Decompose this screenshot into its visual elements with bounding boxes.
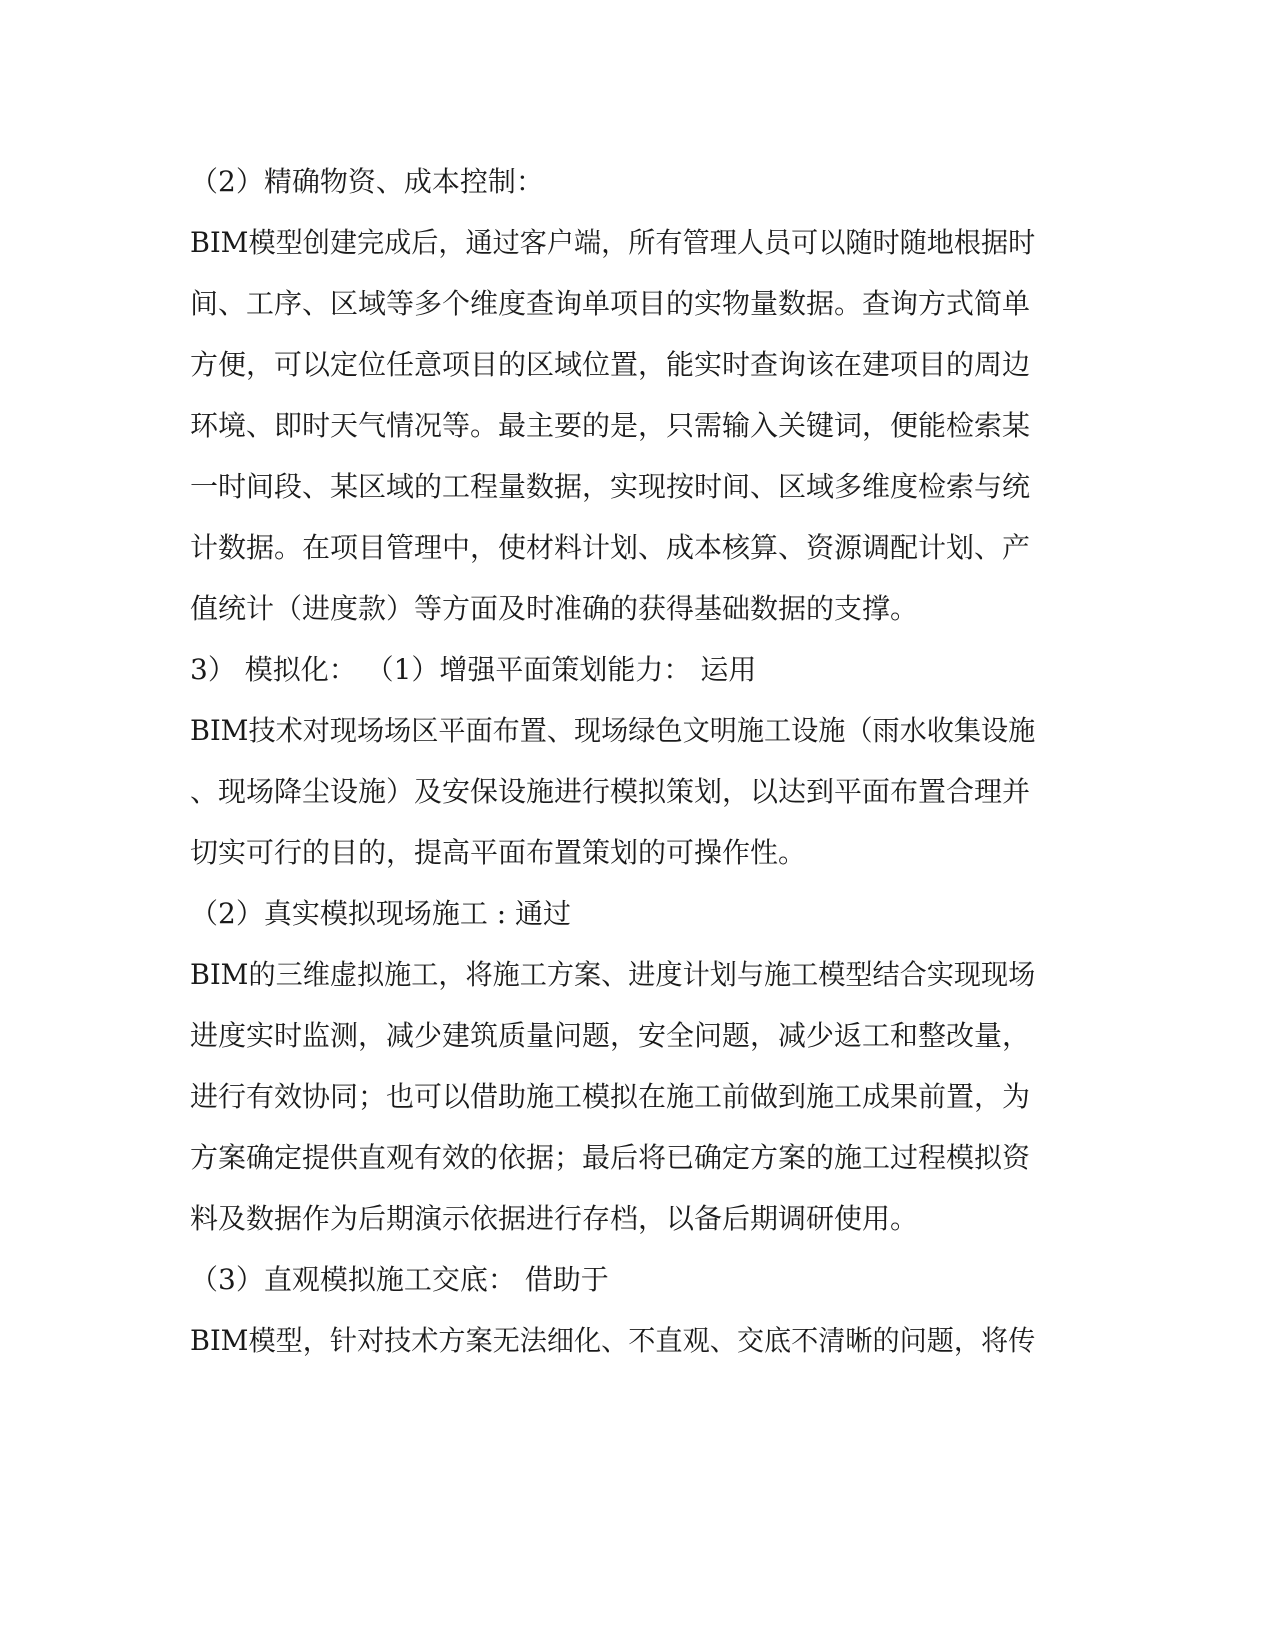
- text-line-15: 进度实时监测，减少建筑质量问题，安全问题，减少返工和整改量，: [190, 1019, 1031, 1052]
- text-line-19: （3）直观模拟施工交底： 借助于: [190, 1263, 609, 1296]
- text-line-5: 环境、即时天气情况等。最主要的是，只需输入关键词，便能检索某: [190, 409, 1031, 442]
- text-line-11: 、现场降尘设施）及安保设施进行模拟策划，以达到平面布置合理并: [190, 775, 1031, 808]
- text-line-7: 计数据。在项目管理中，使材料计划、成本核算、资源调配计划、产: [190, 531, 1031, 564]
- text-line-4: 方便，可以定位任意项目的区域位置，能实时查询该在建项目的周边: [190, 348, 1031, 381]
- text-line-13: （2）真实模拟现场施工 : 通过: [190, 897, 572, 930]
- text-line-8: 值统计（进度款）等方面及时准确的获得基础数据的支撑。: [190, 592, 919, 625]
- text-line-10: BIM技术对现场场区平面布置、现场绿色文明施工设施（雨水收集设施: [190, 714, 1036, 747]
- text-line-18: 料及数据作为后期演示依据进行存档，以备后期调研使用。: [190, 1202, 919, 1235]
- text-line-3: 间、工序、区域等多个维度查询单项目的实物量数据。查询方式简单: [190, 287, 1031, 320]
- text-line-2: BIM模型创建完成后，通过客户端，所有管理人员可以随时随地根据时: [190, 226, 1036, 259]
- text-line-20: BIM模型，针对技术方案无法细化、不直观、交底不清晰的问题，将传: [190, 1324, 1036, 1357]
- text-line-1: （2）精确物资、成本控制：: [190, 165, 544, 198]
- text-line-17: 方案确定提供直观有效的依据；最后将已确定方案的施工过程模拟资: [190, 1141, 1031, 1174]
- text-line-6: 一时间段、某区域的工程量数据，实现按时间、区域多维度检索与统: [190, 470, 1031, 503]
- text-line-14: BIM的三维虚拟施工，将施工方案、进度计划与施工模型结合实现现场: [190, 958, 1036, 991]
- text-line-9: 3） 模拟化： （1）增强平面策划能力： 运用: [190, 653, 757, 686]
- text-line-12: 切实可行的目的，提高平面布置策划的可操作性。: [190, 836, 807, 869]
- text-line-16: 进行有效协同；也可以借助施工模拟在施工前做到施工成果前置，为: [190, 1080, 1031, 1113]
